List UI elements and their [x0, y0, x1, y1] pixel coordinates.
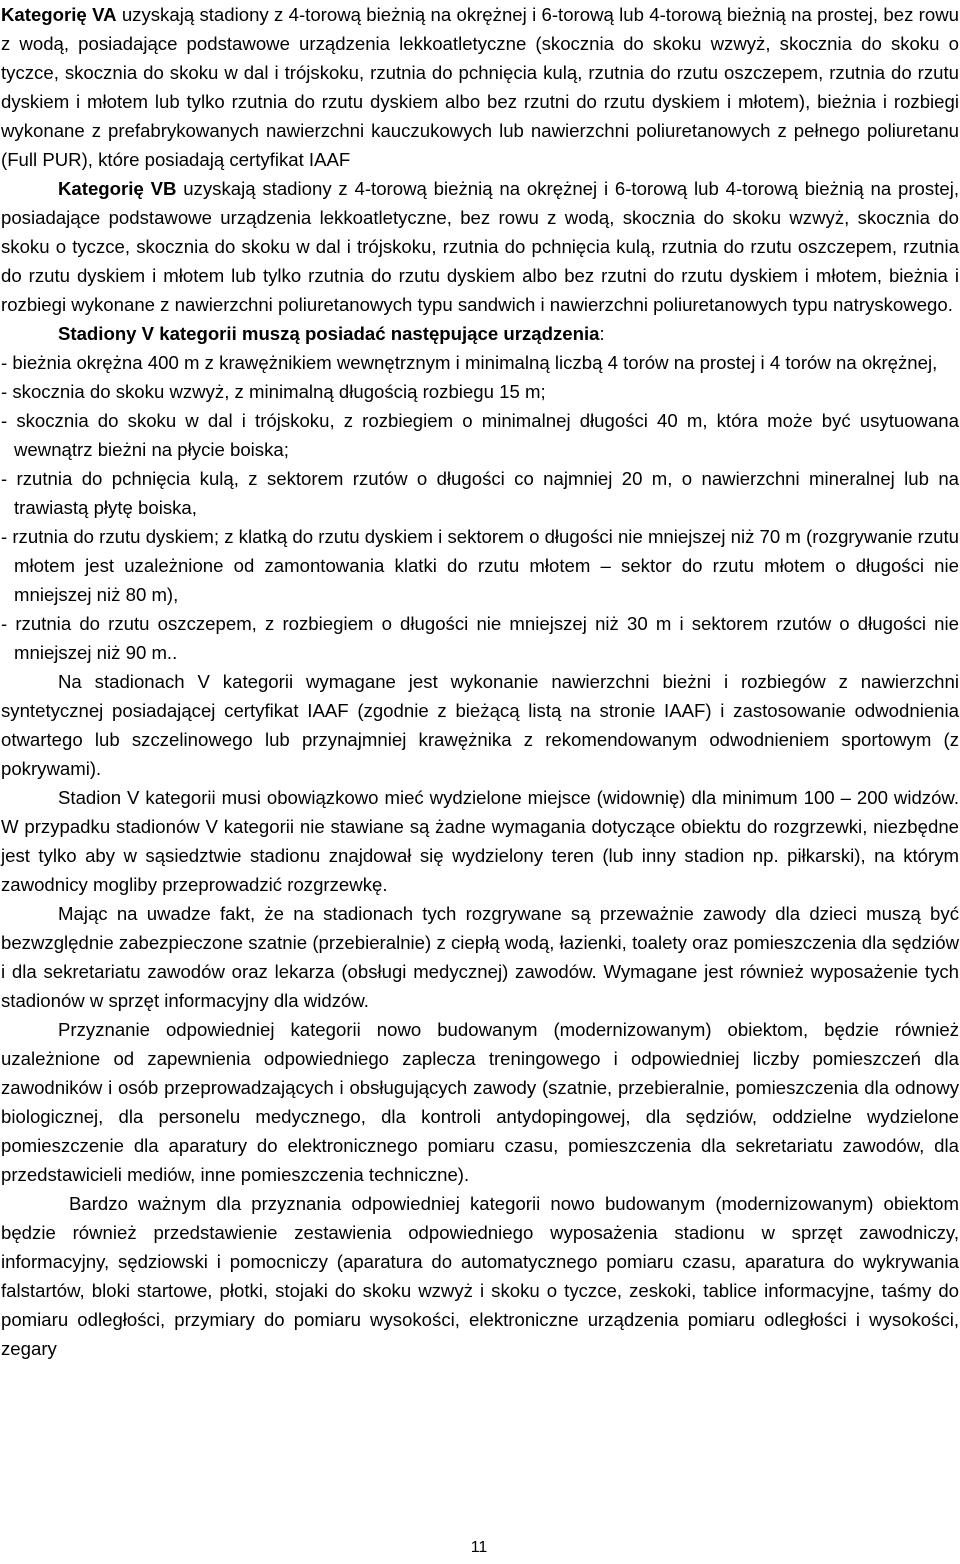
- list-item: - bieżnia okrężna 400 m z krawężnikiem wewnętrznym i minimalną liczbą 4 torów na prostej i 4 torów na okrężnej,: [1, 352, 938, 373]
- list-item: - skocznia do skoku wzwyż, z minimalną długością rozbiegu 15 m;: [1, 381, 546, 402]
- paragraph-category-va: [1, 0, 959, 174]
- paragraph-facilities: Mając na uwadze fakt, że na stadionach tych rozgrywane są przeważnie zawody dla dzieci muszą być bezwzględnie zabezpieczone szatnie (przebieralnie) z ciepłą wodą, łazienki, toalety oraz pomieszczenia dla sędziów i dla sekretariatu zawodów oraz lekarza (obsługi medycznej) zawodów. Wymagane jest również wyposażenie tych stadionów w sprzęt informacyjny dla widzów.: [1, 903, 959, 1011]
- category-vb-label: Kategorię VB: [58, 178, 177, 199]
- paragraph-spectators: Stadion V kategorii musi obowiązkowo mieć wydzielone miejsce (widownię) dla minimum 100 – 200 widzów. W przypadku stadionów V kategorii nie stawiane są żadne wymagania dotyczące obiektu do rozgrzewki, niezbędne jest tylko aby w sąsiedztwie stadionu znajdował się wydzielony teren (lub inny stadion np. piłkarski), na którym zawodnicy mogliby przeprowadzić rozgrzewkę.: [1, 787, 959, 895]
- category-va-text: uzyskają stadiony z 4-torową bieżnią na okrężnej i 6-torową lub 4-torową bieżnią na prostej, bez rowu z wodą, posiadające podstawowe urządzenia lekkoatletyczne (skocznia do skoku wzwyż, skocznia do skoku o tyczce, skocznia do skoku w dal i trójskoku, rzutnia do pchnięcia kulą, rzutnia do rzutu oszczepem, rzutnia do rzutu dyskiem i młotem lub tylko rzutnia do rzutu dyskiem albo bez rzutni do rzutu dyskiem i młotem), bieżnia i rozbiegi wykonane z prefabrykowanych nawierzchni kauczukowych lub nawierzchni poliuretanowych z pełnego poliuretanu (Full PUR), które posiadają certyfikat IAAF: [1, 4, 959, 170]
- equipment-heading-label: Stadiony V kategorii muszą posiadać następujące urządzenia: [58, 323, 600, 344]
- paragraph-category-assignment: Przyznanie odpowiedniej kategorii nowo budowanym (modernizowanym) obiektom, będzie również uzależnione od zapewnienia odpowiedniego zaplecza treningowego i odpowiedniej liczby pomieszczeń dla zawodników i osób przeprowadzających i obsługujących zawody (szatnie, przebieralnie, pomieszczenia dla odnowy biologicznej, dla personelu medycznego, dla kontroli antydopingowej, dla sędziów, oddzielne wydzielone pomieszczenie dla aparatury do elektronicznego pomiaru czasu, pomieszczenia dla sekretariatu zawodów, dla przedstawicieli mediów, inne pomieszczenia techniczne).: [1, 1019, 959, 1185]
- list-item: - rzutnia do pchnięcia kulą, z sektorem rzutów o długości co najmniej 20 m, o nawierzchni mineralnej lub na trawiastą płytę boiska,: [1, 468, 959, 518]
- equipment-heading: [1, 319, 959, 348]
- list-item: - rzutnia do rzutu dyskiem; z klatką do rzutu dyskiem i sektorem o długości nie mniejszej niż 70 m (rozgrywanie rzutu młotem jest uzależnione od zamontowania klatki do rzutu młotem – sektor do rzutu młotem o długości nie mniejszej niż 80 m),: [1, 526, 959, 605]
- paragraph-equipment-listing: Bardzo ważnym dla przyznania odpowiedniej kategorii nowo budowanym (modernizowanym) obiektom będzie również przedstawienie zestawienia odpowiedniego wyposażenia stadionu w sprzęt zawodniczy, informacyjny, sędziowski i pomocniczy (aparatura do automatycznego pomiaru czasu, aparatura do wykrywania falstartów, bloki startowe, płotki, stojaki do skoku wzwyż i skoku o tyczce, zeskoki, tablice informacyjne, taśmy do pomiaru odległości, przymiary do pomiaru wysokości, elektroniczne urządzenia pomiaru odległości i wysokości, zegary: [1, 1193, 959, 1359]
- category-vb-text: uzyskają stadiony z 4-torową bieżnią na okrężnej i 6-torową lub 4-torową bieżnią na prostej, posiadające podstawowe urządzenia lekkoatletyczne, bez rowu z wodą, skocznia do skoku wzwyż, skocznia do skoku o tyczce, skocznia do skoku w dal i trójskoku, rzutnia do pchnięcia kulą, rzutnia do rzutu oszczepem, rzutnia do rzutu dyskiem i młotem lub tylko rzutnia do rzutu dyskiem albo bez rzutni do rzutu dyskiem i młotem, bieżnia i rozbiegi wykonane z nawierzchni poliuretanowych typu sandwich i nawierzchni poliuretanowych typu natryskowego.: [1, 178, 959, 315]
- paragraph-category-vb: [1, 174, 959, 319]
- category-va-label: Kategorię VA: [1, 4, 117, 25]
- list-item: - skocznia do skoku w dal i trójskoku, z rozbiegiem o minimalnej długości 40 m, która może być usytuowana wewnątrz bieżni na płycie boiska;: [1, 410, 959, 460]
- page-number: 11: [470, 1539, 488, 1556]
- list-item: - rzutnia do rzutu oszczepem, z rozbiegiem o długości nie mniejszej niż 30 m i sektorem rzutów o długości nie mniejszej niż 90 m..: [1, 613, 959, 663]
- paragraph-surface-requirements: Na stadionach V kategorii wymagane jest wykonanie nawierzchni bieżni i rozbiegów z nawierzchni syntetycznej posiadającej certyfikat IAAF (zgodnie z bieżącą listą na stronie IAAF) i zastosowanie odwodnienia otwartego lub szczelinowego lub przynajmniej krawężnika z rekomendowanym odwodnieniem sportowym (z pokrywami).: [1, 671, 959, 779]
- document-body: [1, 0, 959, 1363]
- equipment-heading-suffix: :: [599, 323, 605, 344]
